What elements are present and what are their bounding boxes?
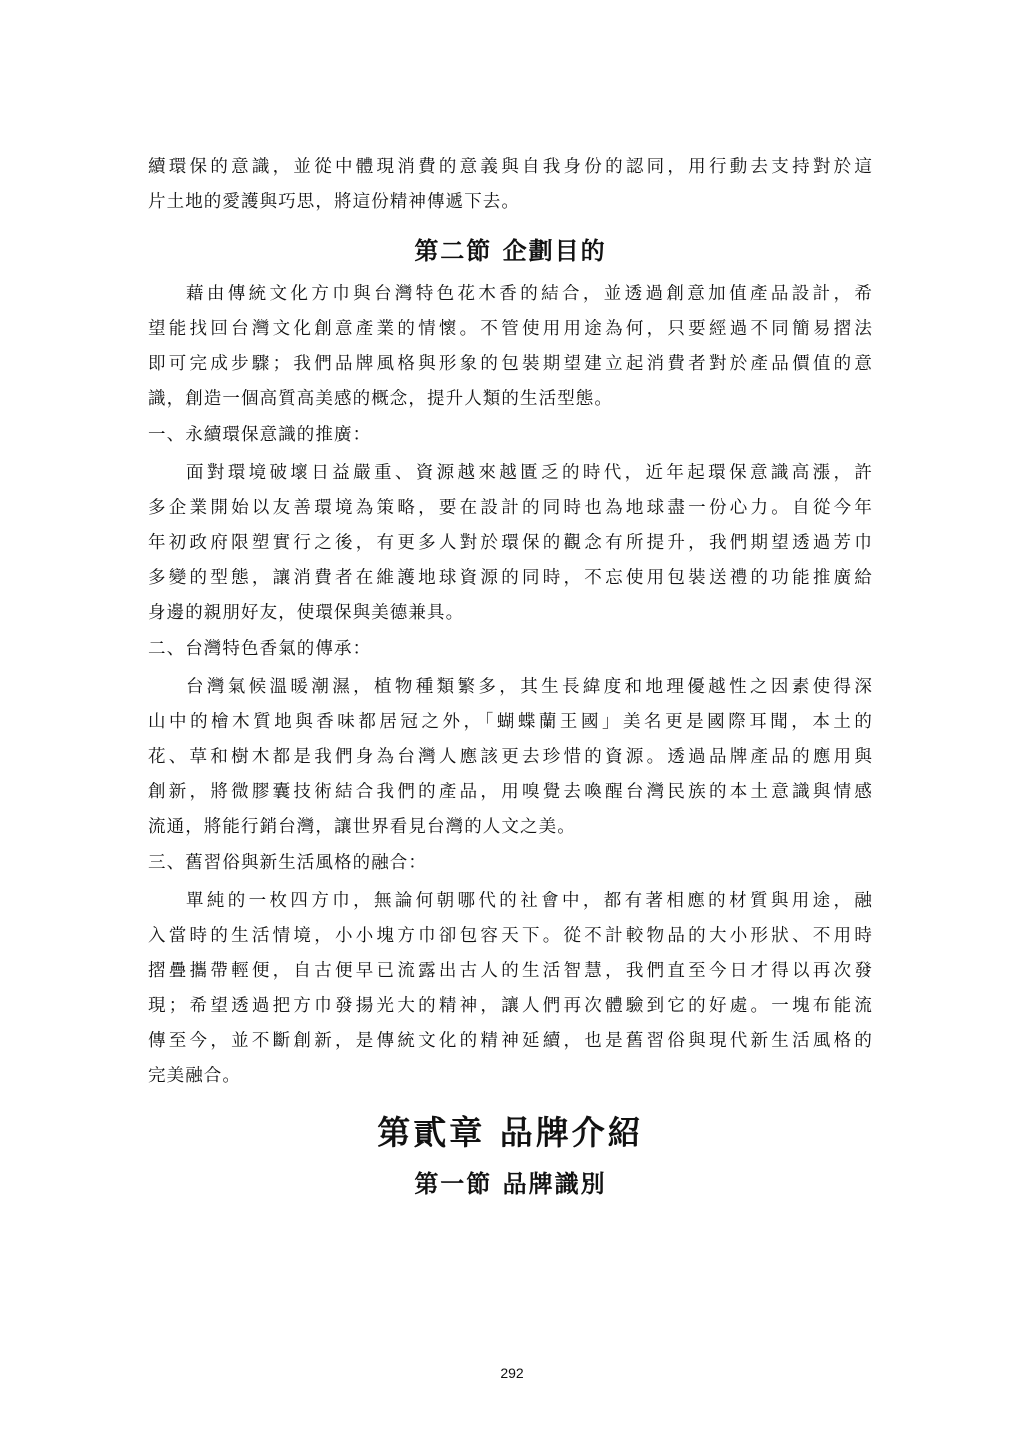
section2-line-1: 藉由傳統文化方巾與台灣特色花木香的結合，並透過創意加值產品設計，希 [186,284,873,304]
item1-title: 一、永續環保意識的推廣： [148,425,372,445]
chapter-heading-brand-intro: 第貳章 品牌介紹 [377,1113,644,1152]
item3-line-3: 摺疊攜帶輕便，自古便早已流露出古人的生活智慧，我們直至今日才得以再次發 [148,961,873,981]
item1-line-3: 年初政府限塑實行之後，有更多人對於環保的觀念有所提升，我們期望透過芳巾 [148,533,873,553]
section2-line-4: 識，創造一個高質高美感的概念，提升人類的生活型態。 [148,389,613,409]
section-heading-brand-identity: 第一節 品牌識別 [414,1169,607,1198]
section2-line-2: 望能找回台灣文化創意產業的情懷。不管使用用途為何，只要經過不同簡易摺法 [148,319,873,339]
item1-line-5: 身邊的親朋好友，使環保與美德兼具。 [148,603,465,623]
item2-title: 二、台灣特色香氣的傳承： [148,639,372,659]
item1-line-1: 面對環境破壞日益嚴重、資源越來越匱乏的時代，近年起環保意識高漲，許 [186,463,873,483]
section-heading-plan-purpose: 第二節 企劃目的 [414,236,607,265]
item2-line-4: 創新，將微膠囊技術結合我們的產品，用嗅覺去喚醒台灣民族的本土意識與情感 [148,782,873,802]
item3-line-6: 完美融合。 [148,1066,241,1086]
item2-line-2: 山中的檜木質地與香味都居冠之外，「蝴蝶蘭王國」美名更是國際耳聞，本土的 [148,712,873,732]
intro-line-1: 續環保的意識，並從中體現消費的意義與自我身份的認同，用行動去支持對於這 [148,157,873,177]
item3-line-2: 入當時的生活情境，小小塊方巾卻包容天下。從不計較物品的大小形狀、不用時 [148,926,873,946]
item3-line-1: 單純的一枚四方巾，無論何朝哪代的社會中，都有著相應的材質與用途，融 [186,891,873,911]
section2-line-3: 即可完成步驟；我們品牌風格與形象的包裝期望建立起消費者對於產品價值的意 [148,354,873,374]
item1-line-4: 多變的型態，讓消費者在維護地球資源的同時，不忘使用包裝送禮的功能推廣給 [148,568,873,588]
item2-line-3: 花、草和樹木都是我們身為台灣人應該更去珍惜的資源。透過品牌產品的應用與 [148,747,873,767]
intro-line-2: 片土地的愛護與巧思，將這份精神傳遞下去。 [148,192,520,212]
page-number: 292 [500,1365,524,1381]
item2-line-1: 台灣氣候溫暖潮濕，植物種類繁多，其生長緯度和地理優越性之因素使得深 [186,677,873,697]
item2-line-5: 流通，將能行銷台灣，讓世界看見台灣的人文之美。 [148,817,576,837]
item1-line-2: 多企業開始以友善環境為策略，要在設計的同時也為地球盡一份心力。自從今年 [148,498,873,518]
item3-title: 三、舊習俗與新生活風格的融合： [148,853,427,873]
document-body [148,150,873,1202]
item3-line-4: 現；希望透過把方巾發揚光大的精神，讓人們再次體驗到它的好處。一塊布能流 [148,996,873,1016]
item3-line-5: 傳至今，並不斷創新，是傳統文化的精神延續，也是舊習俗與現代新生活風格的 [148,1031,873,1051]
